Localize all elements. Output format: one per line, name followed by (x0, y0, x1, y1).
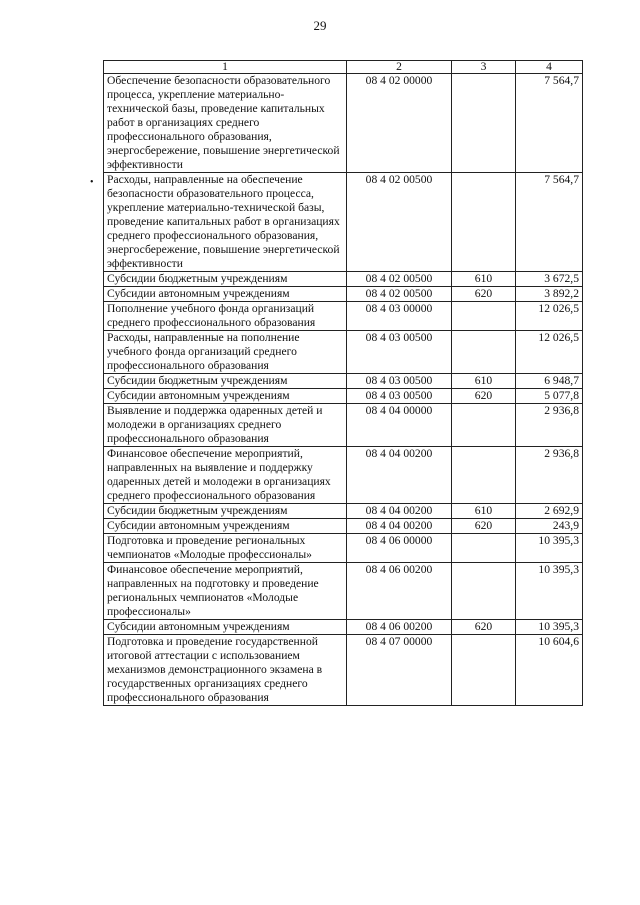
table-row (104, 302, 583, 331)
cell-name: Субсидии автономным учреждениям (104, 389, 347, 404)
cell-kvr (452, 173, 516, 272)
cell-kvr (452, 447, 516, 504)
cell-code: 08 4 03 00500 (347, 389, 452, 404)
cell-name: Субсидии бюджетным учреждениям (104, 504, 347, 519)
cell-code: 08 4 07 00000 (347, 635, 452, 706)
table-row (104, 74, 583, 173)
budget-table (103, 60, 583, 706)
cell-kvr: 610 (452, 374, 516, 389)
cell-amount: 10 395,3 (516, 620, 583, 635)
cell-name: Субсидии автономным учреждениям (104, 519, 347, 534)
cell-code: 08 4 04 00200 (347, 519, 452, 534)
cell-amount: 3 672,5 (516, 272, 583, 287)
cell-amount: 7 564,7 (516, 173, 583, 272)
cell-kvr: 610 (452, 272, 516, 287)
cell-kvr (452, 563, 516, 620)
table-row (104, 563, 583, 620)
table-row (104, 447, 583, 504)
cell-name: Подготовка и проведение государственной итоговой аттестации с использованием механизмов демонстрационного экзамена в государственных организациях среднего профессионального образования (104, 635, 347, 706)
cell-amount: 12 026,5 (516, 302, 583, 331)
cell-kvr: 610 (452, 504, 516, 519)
cell-name: Субсидии бюджетным учреждениям (104, 374, 347, 389)
cell-amount: 7 564,7 (516, 74, 583, 173)
cell-code: 08 4 06 00200 (347, 620, 452, 635)
cell-amount: 10 395,3 (516, 563, 583, 620)
cell-code: 08 4 03 00500 (347, 331, 452, 374)
table-row (104, 635, 583, 706)
cell-kvr: 620 (452, 519, 516, 534)
cell-name: Финансовое обеспечение мероприятий, направленных на выявление и поддержку одаренных детей и молодежи в организациях среднего профессионального образования (104, 447, 347, 504)
cell-kvr: 620 (452, 620, 516, 635)
column-header: 4 (516, 61, 583, 74)
table-row (104, 534, 583, 563)
cell-amount: 2 936,8 (516, 447, 583, 504)
table-row (104, 272, 583, 287)
cell-kvr (452, 331, 516, 374)
cell-amount: 243,9 (516, 519, 583, 534)
header-row (104, 61, 583, 74)
cell-kvr (452, 404, 516, 447)
cell-name: Субсидии автономным учреждениям (104, 620, 347, 635)
cell-code: 08 4 02 00500 (347, 272, 452, 287)
cell-name: Пополнение учебного фонда организаций среднего профессионального образования (104, 302, 347, 331)
table-row (104, 287, 583, 302)
cell-amount: 5 077,8 (516, 389, 583, 404)
cell-code: 08 4 06 00000 (347, 534, 452, 563)
cell-code: 08 4 02 00500 (347, 287, 452, 302)
cell-amount: 12 026,5 (516, 331, 583, 374)
column-header: 1 (104, 61, 347, 74)
cell-name: Обеспечение безопасности образовательного процесса, укрепление материально-технической базы, проведение капитальных работ в организациях среднего профессионального образования, энергосбережение, повышение энергетической эффективности (104, 74, 347, 173)
cell-amount: 2 692,9 (516, 504, 583, 519)
cell-kvr (452, 302, 516, 331)
cell-name: Субсидии бюджетным учреждениям (104, 272, 347, 287)
table-row (104, 389, 583, 404)
cell-name: Финансовое обеспечение мероприятий, направленных на подготовку и проведение региональных чемпионатов «Молодые профессионалы» (104, 563, 347, 620)
table-row (104, 504, 583, 519)
cell-kvr (452, 635, 516, 706)
cell-name: Субсидии автономным учреждениям (104, 287, 347, 302)
scan-mark: • (90, 177, 94, 188)
cell-amount: 3 892,2 (516, 287, 583, 302)
cell-name: Выявление и поддержка одаренных детей и молодежи в организациях среднего профессионального образования (104, 404, 347, 447)
cell-code: 08 4 03 00000 (347, 302, 452, 331)
cell-code: 08 4 06 00200 (347, 563, 452, 620)
page-number: 29 (313, 18, 327, 33)
table-row (104, 173, 583, 272)
cell-code: 08 4 04 00000 (347, 404, 452, 447)
cell-name: Расходы, направленные на обеспечение безопасности образовательного процесса, укрепление материально-технической базы, проведение капитальных работ в организациях среднего профессионального образования, энергосбережение, повышение энергетической эффективности (104, 173, 347, 272)
cell-amount: 10 395,3 (516, 534, 583, 563)
cell-code: 08 4 04 00200 (347, 504, 452, 519)
table-body (104, 74, 583, 706)
table-row (104, 331, 583, 374)
cell-name: Подготовка и проведение региональных чемпионатов «Молодые профессионалы» (104, 534, 347, 563)
table-row (104, 404, 583, 447)
table-row (104, 620, 583, 635)
cell-amount: 2 936,8 (516, 404, 583, 447)
cell-code: 08 4 02 00000 (347, 74, 452, 173)
cell-code: 08 4 02 00500 (347, 173, 452, 272)
cell-kvr (452, 74, 516, 173)
cell-amount: 10 604,6 (516, 635, 583, 706)
cell-name: Расходы, направленные на пополнение учебного фонда организаций среднего профессионального образования (104, 331, 347, 374)
cell-kvr (452, 534, 516, 563)
table-row (104, 374, 583, 389)
column-header: 3 (452, 61, 516, 74)
column-header: 2 (347, 61, 452, 74)
cell-amount: 6 948,7 (516, 374, 583, 389)
cell-kvr: 620 (452, 389, 516, 404)
cell-kvr: 620 (452, 287, 516, 302)
cell-code: 08 4 04 00200 (347, 447, 452, 504)
cell-code: 08 4 03 00500 (347, 374, 452, 389)
table-row (104, 519, 583, 534)
